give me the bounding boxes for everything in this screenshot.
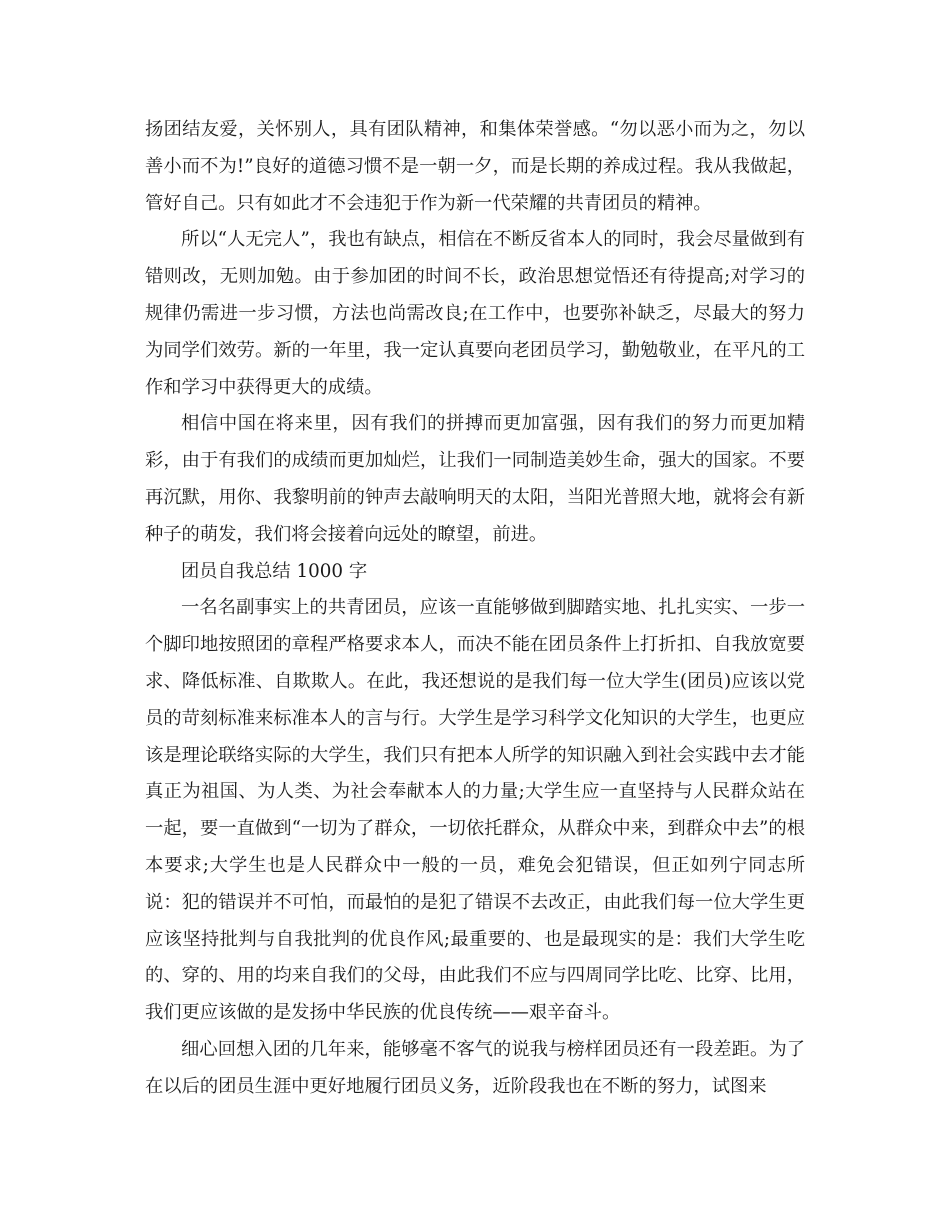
paragraph: 所以“人无完人”，我也有缺点，相信在不断反省本人的同时，我会尽量做到有错则改，无则加勉。由于参加团的时间不长，政治思想觉悟还有待提高;对学习的规律仍需进一步习惯，方法也尚需改良;在工作中，也要弥补缺乏，尽最大的努力为同学们效劳。新的一年里，我一定认真要向老团员学习，勤勉敬业，在平凡的工作和学习中获得更大的成绩。 [145,229,805,398]
paragraph: 一名名副事实上的共青团员，应该一直能够做到脚踏实地、扎扎实实、一步一个脚印地按照团的章程严格要求本人，而决不能在团员条件上打折扣、自我放宽要求、降低标准、自欺欺人。在此，我还想说的是我们每一位大学生(团员)应该以党员的苛刻标准来标准本人的言与行。大学生是学习科学文化知识的大学生，也更应该是理论联络实际的大学生，我们只有把本人所学的知识融入到社会实践中去才能真正为祖国、为人类、为社会奉献本人的力量;大学生应一直坚持与人民群众站在一起，要一直做到“一切为了群众，一切依托群众，从群众中来，到群众中去”的根本要求;大学生也是人民群众中一般的一员，难免会犯错误，但正如列宁同志所说：犯的错误并不可怕，而最怕的是犯了错误不去改正，由此我们每一位大学生更应该坚持批判与自我批判的优良作风;最重要的、也是最现实的是：我们大学生吃的、穿的、用的均来自我们的父母，由此我们不应与四周同学比吃、比穿、比用，我们更应该做的是发扬中华民族的优良传统——艰辛奋斗。 [145,597,805,1024]
document-body [145,112,805,1106]
section-heading: 团员自我总结 1000 字 [181,560,368,582]
paragraph: 扬团结友爱，关怀别人，具有团队精神，和集体荣誉感。“勿以恶小而为之，勿以善小而不为!”良好的道德习惯不是一朝一夕，而是长期的养成过程。我从我做起，管好自己。只有如此才不会违犯于作为新一代荣耀的共青团员的精神。 [145,119,805,214]
paragraph: 相信中国在将来里，因有我们的拼搏而更加富强，因有我们的努力而更加精彩，由于有我们的成绩而更加灿烂，让我们一同制造美妙生命，强大的国家。不要再沉默，用你、我黎明前的钟声去敲响明天的太阳，当阳光普照大地，就将会有新种子的萌发，我们将会接着向远处的瞭望，前进。 [145,413,805,545]
paragraph: 细心回想入团的几年来，能够毫不客气的说我与榜样团员还有一段差距。为了在以后的团员生涯中更好地履行团员义务，近阶段我也在不断的努力，试图来 [145,1038,805,1097]
